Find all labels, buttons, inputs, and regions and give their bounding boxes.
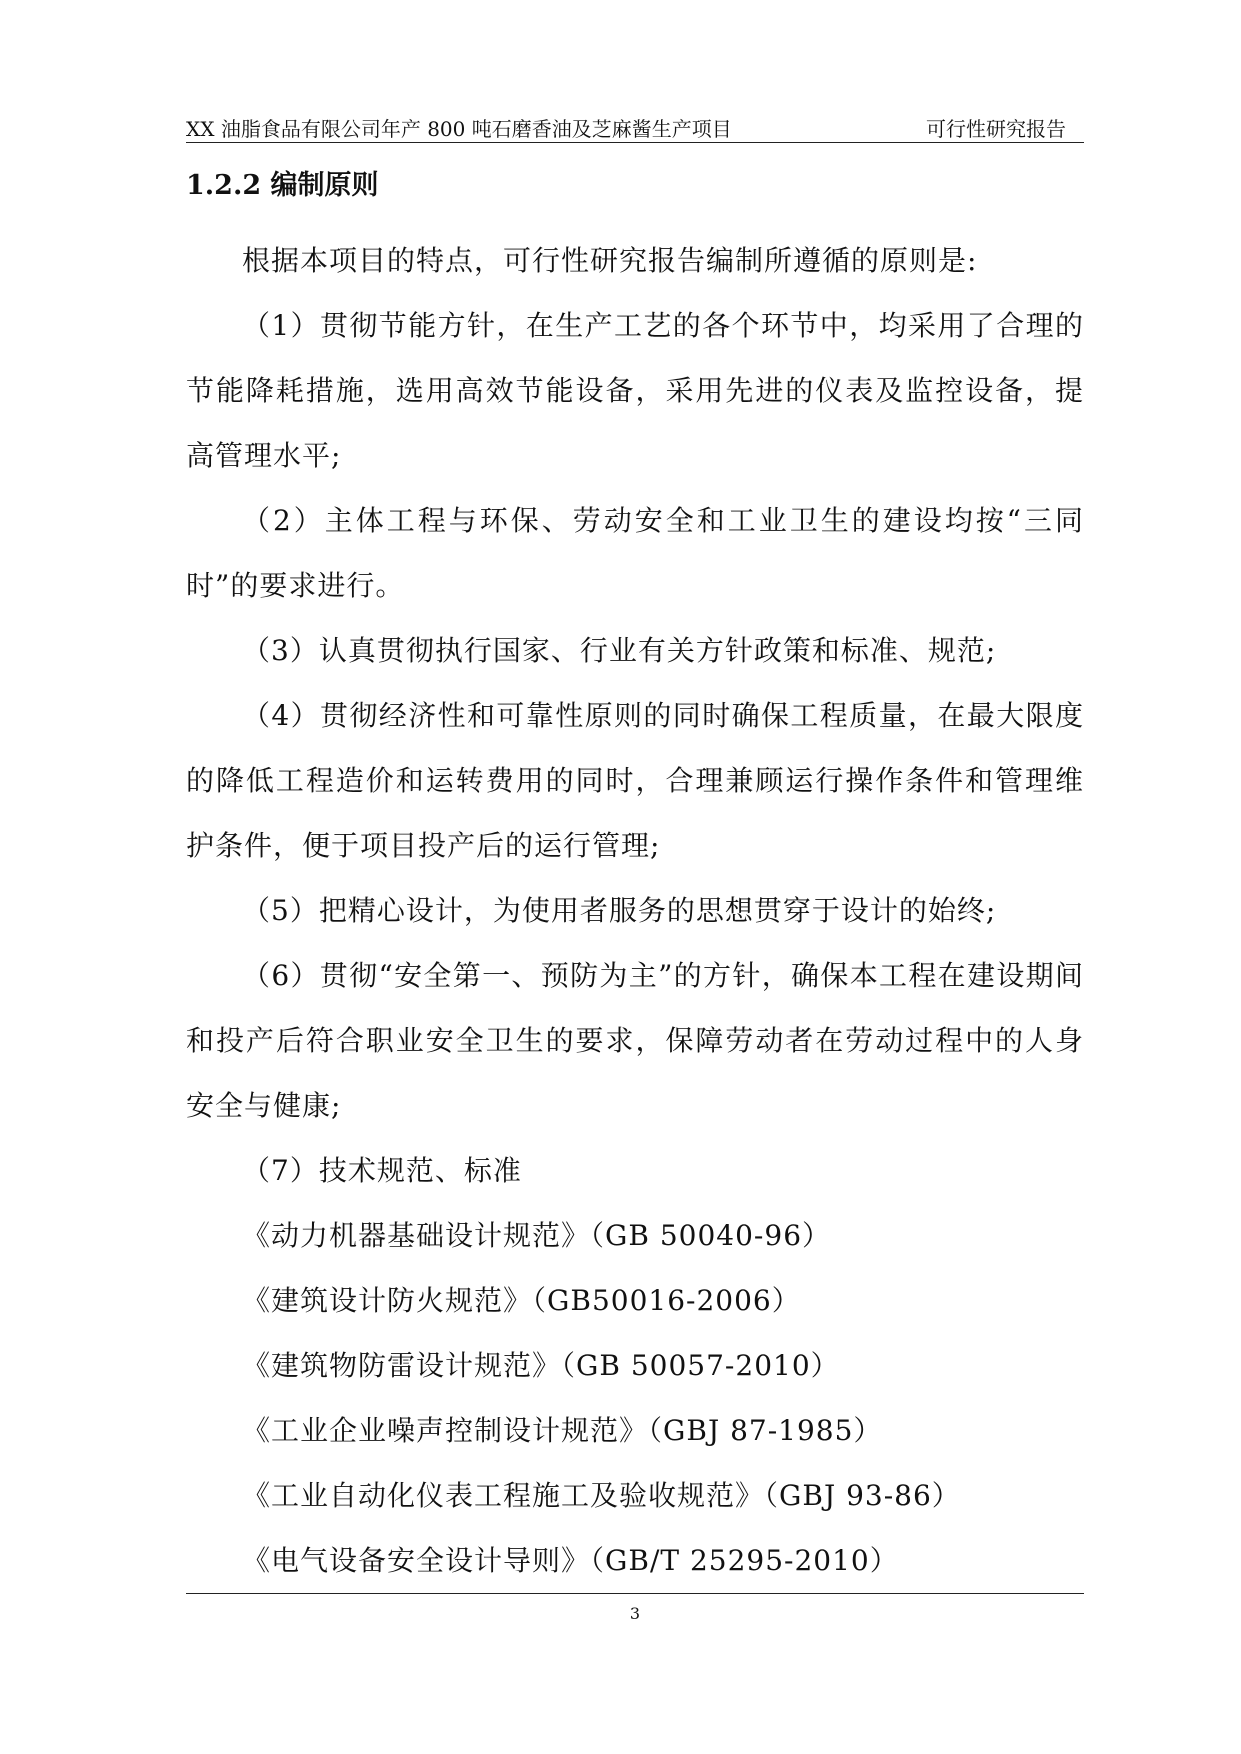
principle-3: （3）认真贯彻执行国家、行业有关方针政策和标准、规范;	[242, 634, 997, 667]
page-header	[186, 114, 1084, 144]
document-body	[186, 228, 1084, 1593]
page-number: 3	[629, 1604, 641, 1623]
footer-divider	[186, 1593, 1084, 1594]
principle-1: （1）贯彻节能方针，在生产工艺的各个环节中，均采用了合理的节能降耗措施，选用高效节能设备，采用先进的仪表及监控设备，提高管理水平;	[186, 309, 1084, 472]
header-divider	[186, 142, 1084, 143]
standard-item: 《建筑物防雷设计规范》（GB 50057-2010）	[242, 1349, 840, 1382]
principle-6: （6）贯彻“安全第一、预防为主”的方针，确保本工程在建设期间和投产后符合职业安全卫生的要求，保障劳动者在劳动过程中的人身安全与健康;	[186, 959, 1084, 1122]
principle-7: （7）技术规范、标准	[242, 1154, 522, 1187]
standard-item: 《建筑设计防火规范》（GB50016-2006）	[242, 1284, 801, 1317]
section-title: 1.2.2 编制原则	[186, 170, 379, 201]
header-project-title: XX 油脂食品有限公司年产 800 吨石磨香油及芝麻酱生产项目	[186, 117, 732, 141]
principle-2: （2）主体工程与环保、劳动安全和工业卫生的建设均按“三同时”的要求进行。	[186, 504, 1084, 602]
header-report-type: 可行性研究报告	[926, 117, 1066, 141]
principle-5: （5）把精心设计，为使用者服务的思想贯穿于设计的始终;	[242, 894, 997, 927]
intro-paragraph: 根据本项目的特点，可行性研究报告编制所遵循的原则是:	[242, 244, 978, 277]
standard-item: 《动力机器基础设计规范》（GB 50040-96）	[242, 1219, 832, 1252]
principle-4: （4）贯彻经济性和可靠性原则的同时确保工程质量，在最大限度的降低工程造价和运转费用的同时，合理兼顾运行操作条件和管理维护条件，便于项目投产后的运行管理;	[186, 699, 1084, 862]
standard-item: 《工业自动化仪表工程施工及验收规范》（GBJ 93-86）	[242, 1479, 961, 1512]
standard-item: 《电气设备安全设计导则》（GB/T 25295-2010）	[242, 1544, 899, 1577]
standard-item: 《工业企业噪声控制设计规范》（GBJ 87-1985）	[242, 1414, 883, 1447]
